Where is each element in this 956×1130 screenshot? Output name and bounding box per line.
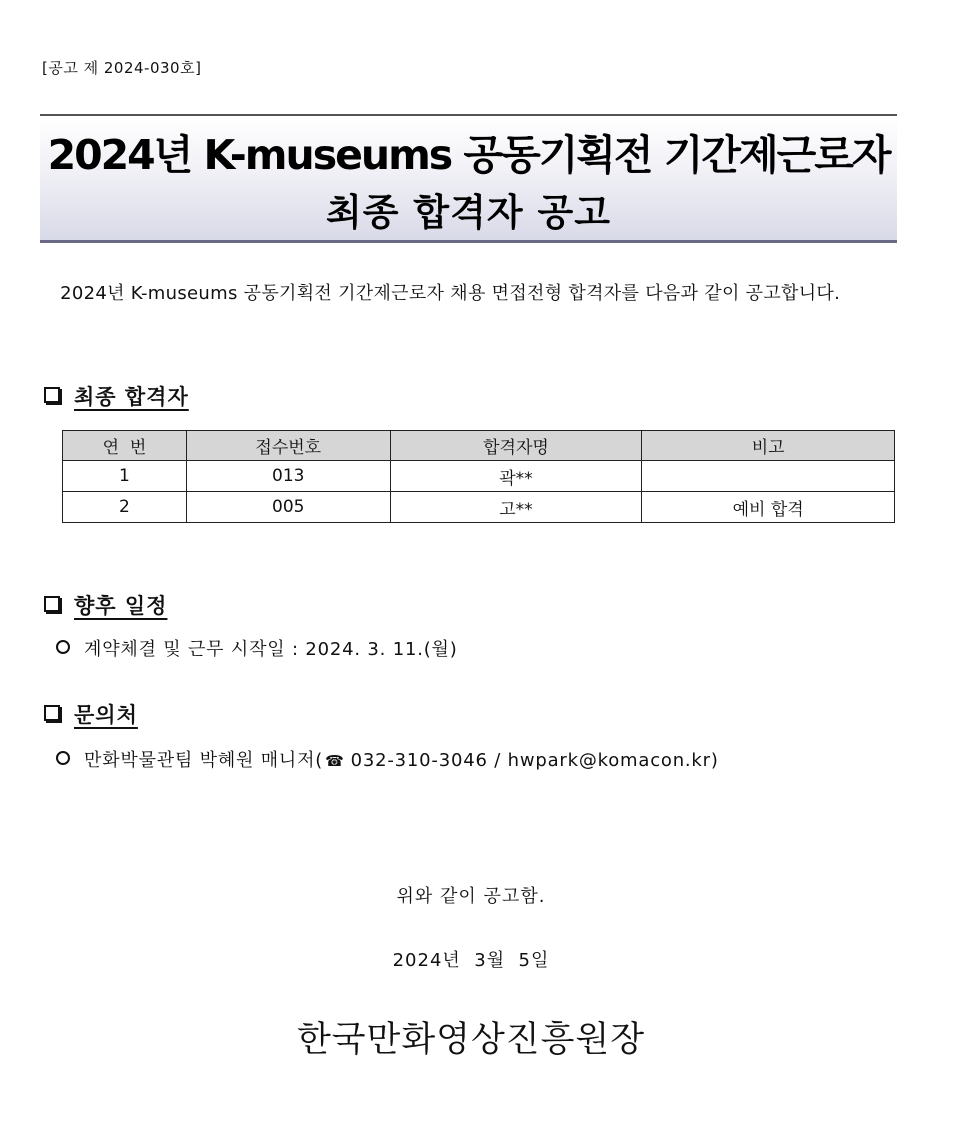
section-contact-heading [44,699,138,729]
cell-number: 2 [63,492,187,523]
col-header-number: 연 번 [63,431,187,461]
section-schedule-heading [44,590,167,620]
result-table [62,430,895,523]
title-banner [40,114,897,243]
contact-item [56,746,719,772]
schedule-item [56,635,458,661]
cell-number: 1 [63,461,187,492]
cell-receipt: 005 [186,492,390,523]
table-row [63,492,895,523]
table-row [63,461,895,492]
contact-prefix: 만화박물관팀 박혜원 매니저( [84,750,324,771]
checkbox-square-icon [44,596,60,612]
col-header-receipt: 접수번호 [186,431,390,461]
schedule-item-text: 계약체결 및 근무 시작일 : 2024. 3. 11.(월) [84,639,458,660]
col-header-name: 합격자명 [390,431,642,461]
contact-detail: 032-310-3046 / hwpark@komacon.kr) [350,750,719,771]
table-header-row [63,431,895,461]
notice-number: [공고 제 2024-030호] [42,59,202,77]
cell-name: 곽** [390,461,642,492]
section-schedule-title: 향후 일정 [74,594,168,618]
cell-remark [642,461,895,492]
checkbox-square-icon [44,705,60,721]
intro-text: 2024년 K-museums 공동기획전 기간제근로자 채용 면접전형 합격자를 다음과 같이 공고합니다. [60,283,841,304]
title-line-2: 최종 합격자 공고 [326,191,611,234]
notice-date: 2024년 3월 5일 [392,950,550,971]
circle-bullet-icon [56,640,70,654]
section-final-title: 최종 합격자 [74,385,189,409]
intro-paragraph [42,278,898,310]
closing-statement: 위와 같이 공고함. [396,886,546,907]
cell-name: 고** [390,492,642,523]
circle-bullet-icon [56,751,70,765]
cell-receipt: 013 [186,461,390,492]
section-final-heading [44,381,189,411]
title-line-1: 2024년 K-museums 공동기획전 기간제근로자 [47,131,890,179]
cell-remark: 예비 합격 [642,492,895,523]
checkbox-square-icon [44,387,60,403]
section-contact-title: 문의처 [74,703,138,727]
col-header-remark: 비고 [642,431,895,461]
phone-icon: ☎ [325,752,345,770]
issuer-signature: 한국만화영상진흥원장 [296,1020,646,1060]
